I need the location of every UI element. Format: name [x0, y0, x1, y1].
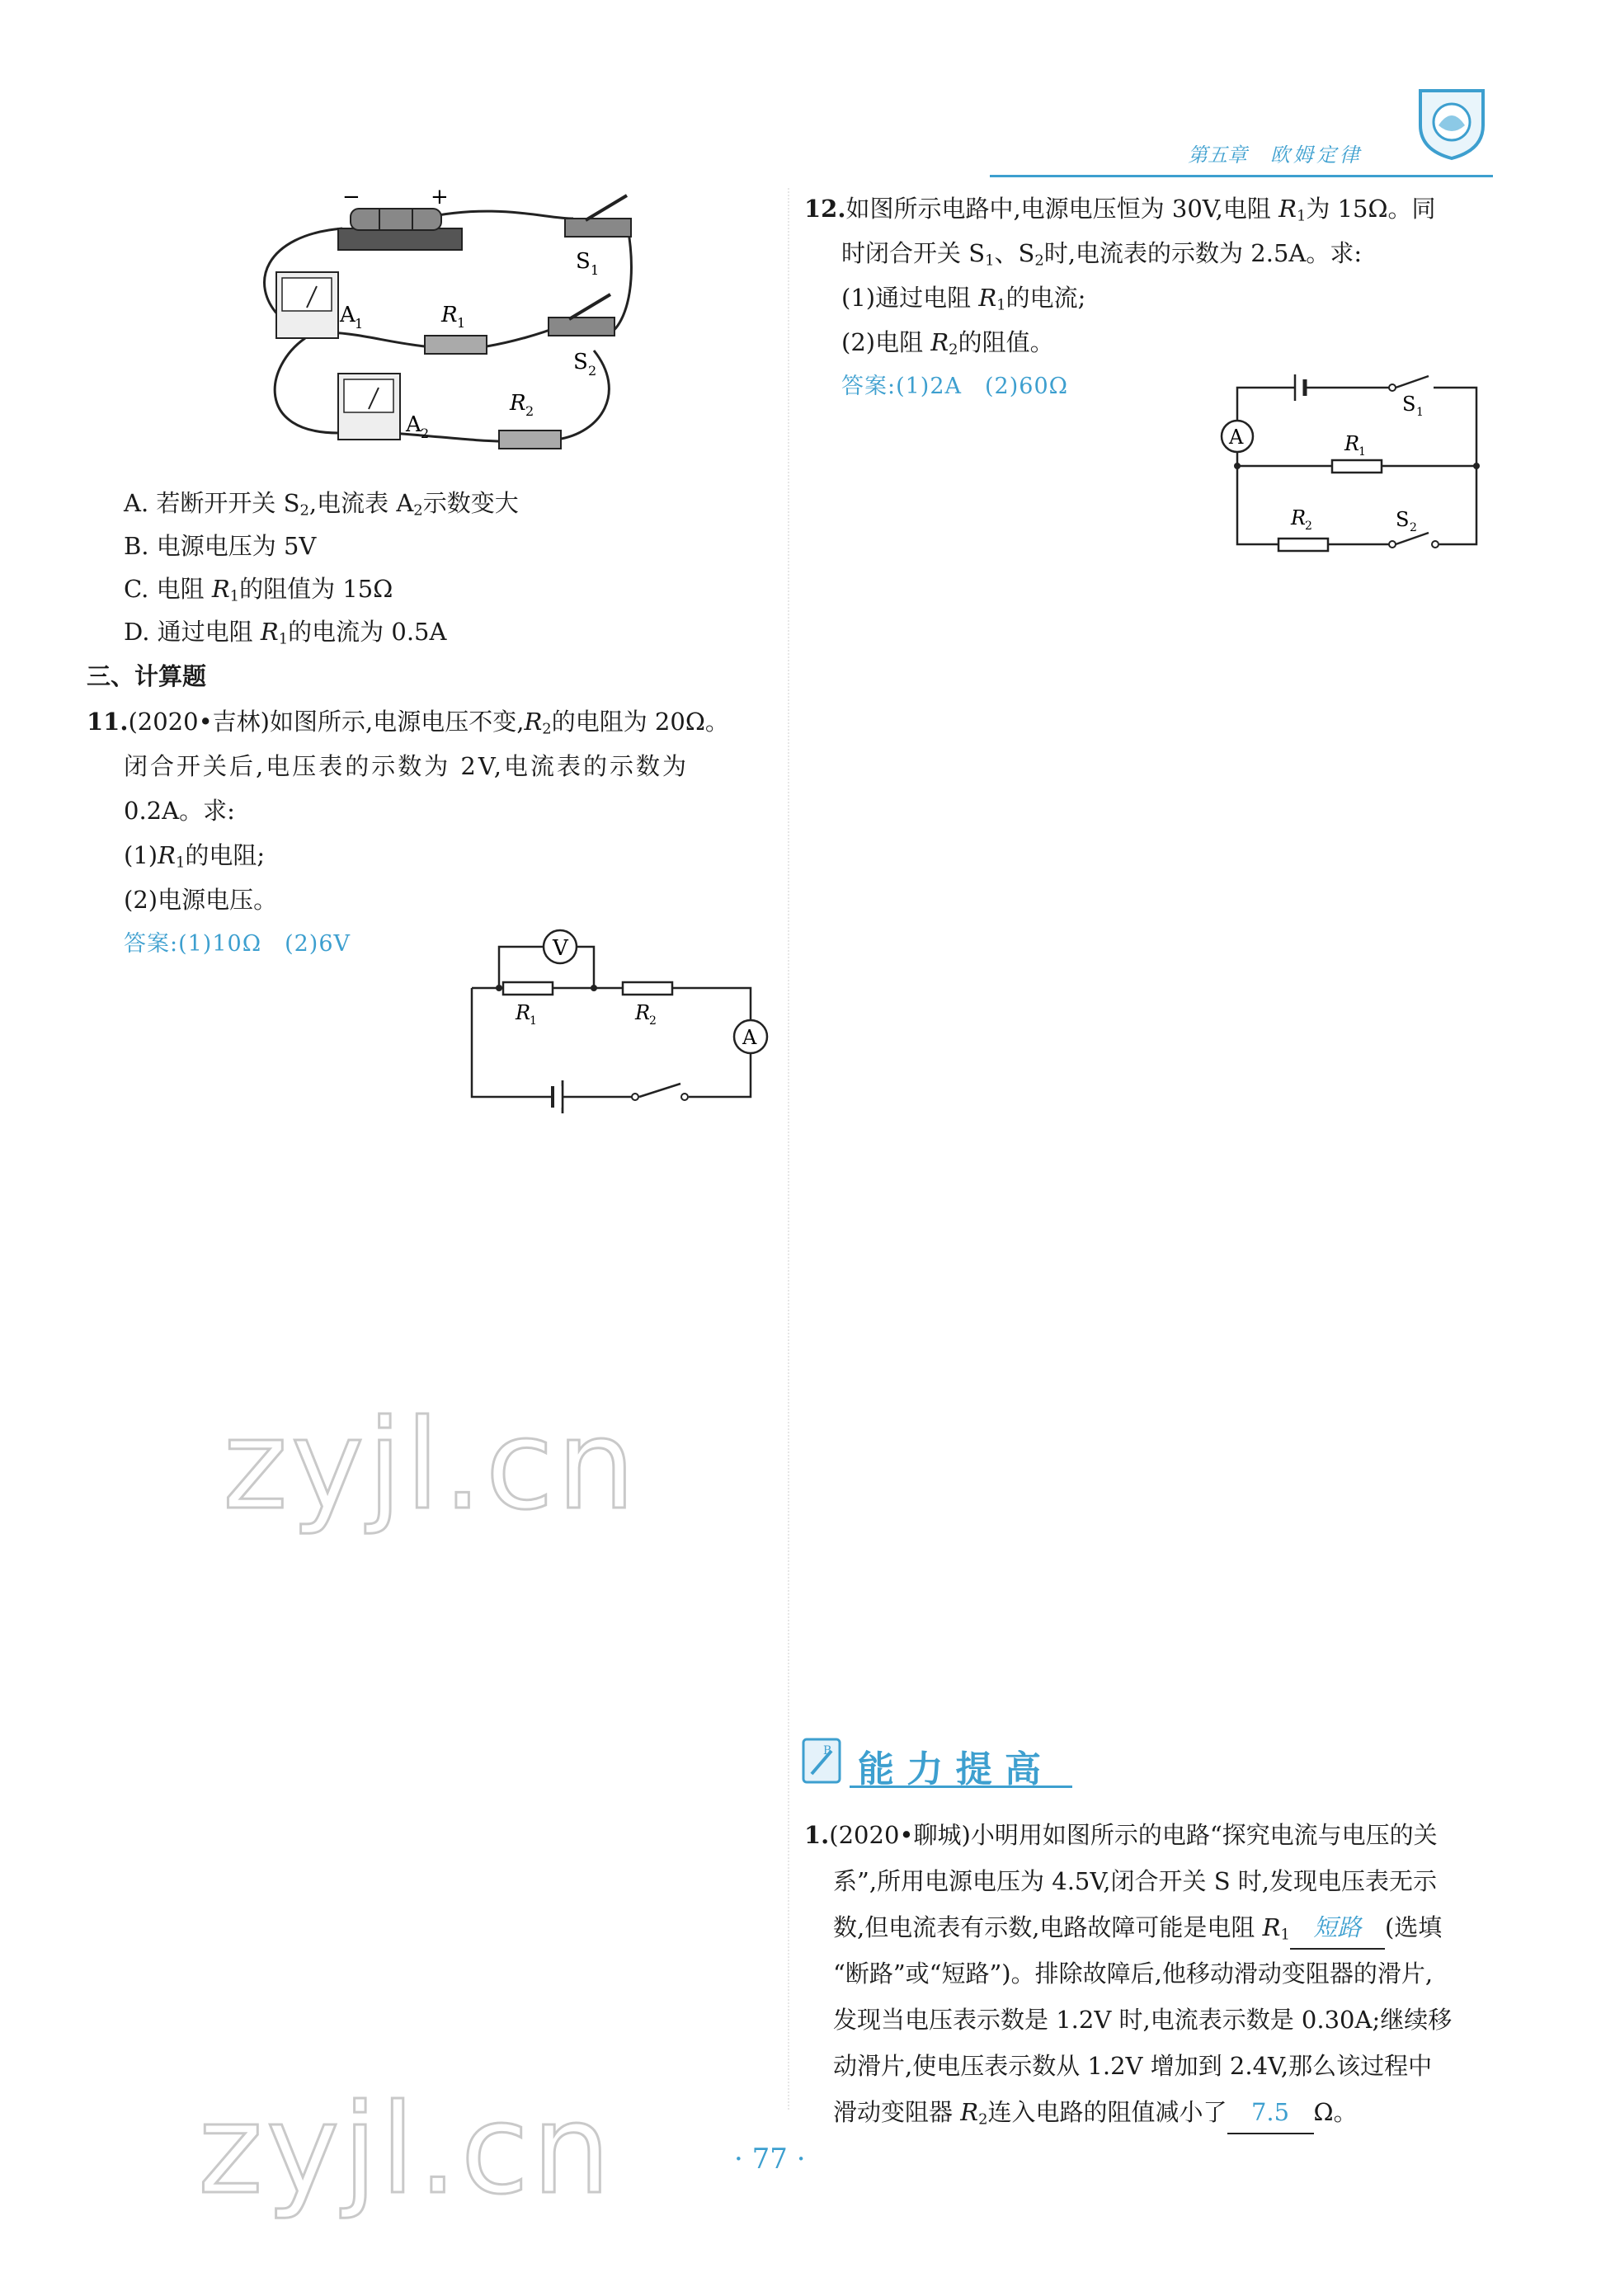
svg-text:2: 2 — [1305, 520, 1312, 533]
q12-sub1: (1)通过电阻 $R_1$的电流; — [841, 284, 1086, 314]
q10-option-d: D. 通过电阻 $R_1$的电流为 0.5A — [124, 618, 447, 648]
section-title-calculation: 三、计算题 — [87, 662, 207, 690]
battery-positive-label: + — [431, 186, 449, 209]
blank-resistance-change[interactable]: 7.5 — [1227, 2091, 1314, 2134]
q11-line2: 闭合开关后,电压表的示数为 2V,电流表的示数为 — [124, 752, 689, 780]
s2-label: S — [1396, 508, 1410, 531]
p1-line6: 动滑片,使电压表示数从 1.2V 增加到 2.4V,那么该过程中 — [833, 2052, 1433, 2080]
svg-text:2: 2 — [588, 363, 597, 379]
ammeter-label: A — [742, 1026, 757, 1049]
watermark-middle: zyjl.cn — [223, 1394, 639, 1537]
r1-label: R — [1344, 432, 1360, 455]
chapter-title: 欧姆定律 — [1270, 144, 1363, 167]
q11-line1: 11.(2020•吉林)如图所示,电源电压不变$,R_2$的电阻为 20Ω。 — [87, 708, 729, 738]
header-rule — [990, 175, 1493, 177]
school-logo — [1412, 82, 1491, 162]
column-divider — [788, 188, 789, 2110]
q11-circuit-diagram — [462, 922, 775, 1120]
ability-section-title: 能 力 提 高 — [858, 1748, 1041, 1790]
s1-label: S — [1402, 393, 1416, 416]
svg-text:1: 1 — [1416, 406, 1424, 419]
q11-sub1: $(1)R_1$的电阻; — [124, 841, 266, 872]
q12-circuit-diagram — [1213, 363, 1493, 553]
chapter-label: 第五章 — [1188, 144, 1247, 167]
p1-line4: “断路”或“短路”)。排除故障后,他移动滑动变阻器的滑片, — [833, 1960, 1434, 1988]
resistor-r2-label: R — [510, 391, 526, 416]
watermark-bottom: zyjl.cn — [198, 2078, 615, 2222]
svg-text:2: 2 — [421, 426, 430, 441]
resistor-r1-label: R — [441, 303, 458, 327]
r2-label: R — [635, 1001, 651, 1024]
svg-text:1: 1 — [591, 262, 600, 278]
svg-text:1: 1 — [457, 315, 466, 331]
q12-answer: 答案:(1)2A (2)60Ω — [841, 374, 1069, 399]
q11-answer: 答案:(1)10Ω (2)6V — [124, 931, 351, 957]
ammeter-label: A — [1229, 426, 1244, 449]
page-number: · 77 · — [734, 2143, 806, 2176]
battery-negative-label: − — [342, 186, 360, 209]
ability-section-header — [800, 1728, 1097, 1794]
svg-text:1: 1 — [355, 316, 364, 332]
q12-sub2: (2)电阻 $R_2$的阻值。 — [841, 328, 1054, 359]
svg-text:2: 2 — [525, 403, 534, 419]
svg-text:1: 1 — [530, 1014, 537, 1028]
r2-label: R — [1291, 506, 1307, 529]
q10-option-a: A. 若断开开关 $S_2$,电流表 $A_2$示数变大 — [124, 489, 519, 520]
svg-text:B: B — [823, 1744, 832, 1757]
q12-line1: 12.如图所示电路中,电源电压恒为 30V,电阻 $R_1$为 15Ω。同 — [804, 195, 1436, 225]
ability-underline — [850, 1786, 1072, 1788]
ammeter-a1-label: A — [340, 303, 356, 327]
r1-label: R — [516, 1001, 531, 1024]
blank-fault-type[interactable]: 短路 — [1290, 1907, 1385, 1950]
q10-option-c: C. 电阻 $R_1$的阻值为 15Ω — [124, 575, 393, 605]
svg-text:2: 2 — [1410, 521, 1417, 534]
q12-line2: 时闭合开关 $S_1$、$S_2$时,电流表的示数为 2.5A。求: — [841, 239, 1363, 270]
p1-line2: 系”,所用电源电压为 4.5V,闭合开关 S 时,发现电压表无示 — [833, 1867, 1437, 1895]
ammeter-a2-label: A — [406, 412, 421, 437]
svg-text:2: 2 — [649, 1014, 657, 1028]
p1-line1: 1.(2020•聊城)小明用如图所示的电路“探究电流与电压的关 — [804, 1821, 1438, 1849]
q10-physical-circuit-figure — [247, 186, 660, 474]
ability-badge-icon — [800, 1728, 850, 1794]
q11-line3: 0.2A。求: — [124, 797, 235, 825]
switch-s2-label: S — [573, 350, 588, 374]
p1-line5: 发现当电压表示数是 1.2V 时,电流表示数是 0.30A;继续移 — [833, 2006, 1453, 2034]
svg-text:1: 1 — [1358, 445, 1366, 459]
p1-line7: 滑动变阻器 $R_2$连入电路的阻值减小了 7.5 Ω。 — [833, 2091, 1358, 2140]
q10-option-b: B. 电源电压为 5V — [124, 532, 317, 560]
voltmeter-label: V — [553, 936, 568, 961]
q11-sub2: (2)电源电压。 — [124, 886, 278, 914]
p1-line3: 数,但电流表有示数,电路故障可能是电阻 $R_1$ 短路 (选填 — [833, 1907, 1442, 1955]
switch-s1-label: S — [576, 249, 591, 274]
